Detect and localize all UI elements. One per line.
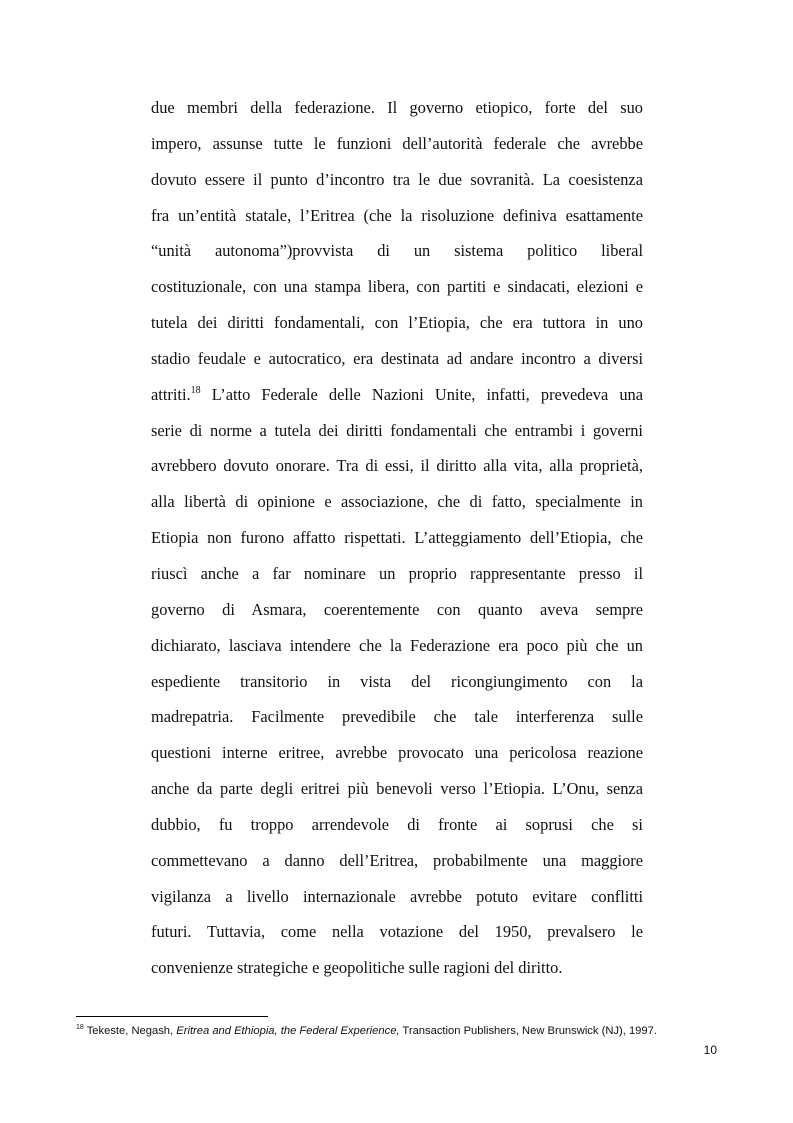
text-line-with-footnote [151,377,643,413]
footnote [76,1025,716,1037]
footnote-reference[interactable]: 18 [190,384,201,396]
text-line: madrepatria. Facilmente prevedibile che tale interferenza sulle [151,707,643,727]
text-line: serie di norme a tutela dei diritti fondamentali che entrambi i governi [151,420,643,440]
footnote-author: Tekeste, Negash, [86,1025,177,1037]
body-paragraph [151,90,643,986]
text-line: riuscì anche a far nominare un proprio rappresentante presso il [151,563,643,583]
text-line: alla libertà di opinione e associazione, che di fatto, specialmente in [151,492,643,512]
text-line: stadio feudale e autocratico, era destinata ad andare incontro a diversi [151,348,643,368]
footnote-title: Eritrea and Ethiopia, the Federal Experience, [176,1025,400,1037]
text-line: commettevano a danno dell’Eritrea, probabilmente una maggiore [151,850,643,870]
text-line: anche da parte degli eritrei più benevoli verso l’Etiopia. L’Onu, senza [151,779,643,799]
text-line: Etiopia non furono affatto rispettati. L’atteggiamento dell’Etiopia, che [151,528,643,548]
text-segment: attriti. [151,384,191,404]
text-line: dichiarato, lasciava intendere che la Federazione era poco più che un [151,635,643,655]
text-line: vigilanza a livello internazionale avrebbe potuto evitare conflitti [151,886,643,906]
text-line: governo di Asmara, coerentemente con quanto aveva sempre [151,599,643,619]
text-line: espediente transitorio in vista del ricongiungimento con la [151,671,643,691]
text-line: due membri della federazione. Il governo etiopico, forte del suo [151,98,643,117]
text-line: impero, assunse tutte le funzioni dell’autorità federale che avrebbe [151,133,643,153]
footnote-publisher: Transaction Publishers, New Brunswick (NJ), 1997. [399,1025,657,1037]
text-line: costituzionale, con una stampa libera, con partiti e sindacati, elezioni e [151,277,643,297]
text-line: dubbio, fu troppo arrendevole di fronte ai soprusi che si [151,814,643,834]
text-line: fra un’entità statale, l’Eritrea (che la risoluzione definiva esattamente [151,205,643,225]
footnote-separator [76,1016,268,1017]
footnote-number: 18 [76,1024,84,1031]
text-line: “unità autonoma”)provvista di un sistema politico liberal [151,241,643,261]
text-line: dovuto essere il punto d’incontro tra le due sovranità. La coesistenza [151,169,643,189]
text-segment: L’atto Federale delle Nazioni Unite, infatti, prevedeva una [200,384,643,404]
text-line-last: convenienze strategiche e geopolitiche sulle ragioni del diritto. [151,958,563,978]
page-number: 10 [703,1043,717,1057]
text-line: avrebbero dovuto onorare. Tra di essi, il diritto alla vita, alla proprietà, [151,456,643,476]
text-line: futuri. Tuttavia, come nella votazione del 1950, prevalsero le [151,922,643,942]
text-line: questioni interne eritree, avrebbe provocato una pericolosa reazione [151,743,643,763]
text-line: tutela dei diritti fondamentali, con l’Etiopia, che era tuttora in uno [151,313,643,333]
